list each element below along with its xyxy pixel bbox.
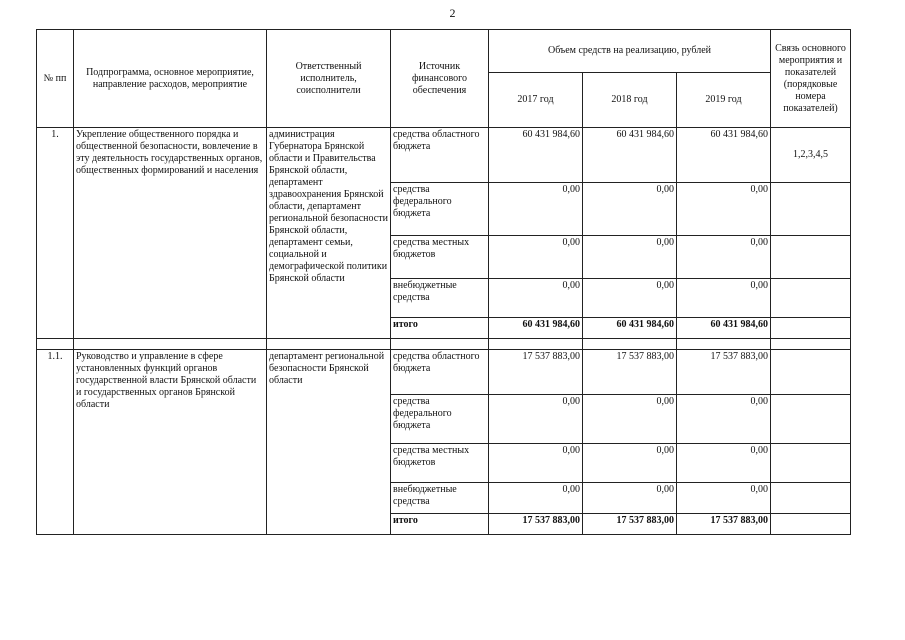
source-name: средства местных бюджетов	[391, 444, 489, 483]
total-2017: 60 431 984,60	[489, 318, 583, 339]
header-num: № пп	[37, 30, 74, 128]
value-2019: 0,00	[677, 236, 771, 279]
link-empty	[771, 183, 851, 236]
value-2019: 0,00	[677, 483, 771, 514]
header-source: Источник финансового обеспечения	[391, 30, 489, 128]
source-name: средства областного бюджета	[391, 350, 489, 395]
value-2018: 0,00	[583, 395, 677, 444]
value-2018: 0,00	[583, 279, 677, 318]
link-empty	[771, 279, 851, 318]
header-year-2017: 2017 год	[489, 73, 583, 128]
row-num: 1.	[37, 128, 74, 339]
total-2019: 17 537 883,00	[677, 514, 771, 535]
source-name: внебюджетные средства	[391, 279, 489, 318]
value-2018: 0,00	[583, 444, 677, 483]
header-year-2018: 2018 год	[583, 73, 677, 128]
row-program: Руководство и управление в сфере установленных функций органов государственной власти Брянской области и государственных органов Брянской области	[74, 350, 267, 535]
source-name: итого	[391, 514, 489, 535]
value-2017: 0,00	[489, 483, 583, 514]
header-link: Связь основного мероприятия и показателей (порядковые номера показателей)	[771, 30, 851, 128]
value-2017: 0,00	[489, 395, 583, 444]
value-2017: 0,00	[489, 236, 583, 279]
header-executor: Ответственный исполнитель, соисполнители	[267, 30, 391, 128]
value-2019: 60 431 984,60	[677, 128, 771, 183]
link-empty	[771, 483, 851, 514]
row-link	[771, 350, 851, 395]
row-link: 1,2,3,4,5	[771, 128, 851, 183]
source-name: средства областного бюджета	[391, 128, 489, 183]
value-2019: 0,00	[677, 183, 771, 236]
header-volume: Объем средств на реализацию, рублей	[489, 30, 771, 73]
value-2018: 17 537 883,00	[583, 350, 677, 395]
page-number: 2	[449, 6, 456, 20]
total-2018: 17 537 883,00	[583, 514, 677, 535]
header-year-2019: 2019 год	[677, 73, 771, 128]
value-2019: 0,00	[677, 395, 771, 444]
value-2019: 17 537 883,00	[677, 350, 771, 395]
value-2018: 0,00	[583, 183, 677, 236]
header-program: Подпрограмма, основное мероприятие, направление расходов, мероприятие	[74, 30, 267, 128]
row-program: Укрепление общественного порядка и общественной безопасности, вовлечение в эту деятельность государственных органов, общественных формирований и населения	[74, 128, 267, 339]
total-2017: 17 537 883,00	[489, 514, 583, 535]
source-name: итого	[391, 318, 489, 339]
value-2018: 60 431 984,60	[583, 128, 677, 183]
value-2018: 0,00	[583, 236, 677, 279]
value-2019: 0,00	[677, 444, 771, 483]
source-name: средства федерального бюджета	[391, 395, 489, 444]
value-2019: 0,00	[677, 279, 771, 318]
budget-table	[36, 29, 851, 535]
row-spacer	[37, 339, 851, 350]
link-empty	[771, 236, 851, 279]
value-2017: 60 431 984,60	[489, 128, 583, 183]
value-2017: 0,00	[489, 279, 583, 318]
total-2018: 60 431 984,60	[583, 318, 677, 339]
value-2017: 17 537 883,00	[489, 350, 583, 395]
source-name: внебюджетные средства	[391, 483, 489, 514]
table-row	[37, 128, 851, 183]
source-name: средства местных бюджетов	[391, 236, 489, 279]
value-2018: 0,00	[583, 483, 677, 514]
header-row	[37, 30, 851, 73]
link-empty	[771, 444, 851, 483]
value-2017: 0,00	[489, 183, 583, 236]
total-2019: 60 431 984,60	[677, 318, 771, 339]
row-executor: департамент региональной безопасности Брянской области	[267, 350, 391, 535]
source-name: средства федерального бюджета	[391, 183, 489, 236]
link-empty	[771, 318, 851, 339]
row-executor: администрация Губернатора Брянской области и Правительства Брянской области, департамент здравоохранения Брянской области, департамент региональной безопасности Брянской области, департамент семьи, социальной и демографической политики Брянской области	[267, 128, 391, 339]
link-empty	[771, 395, 851, 444]
link-empty	[771, 514, 851, 535]
value-2017: 0,00	[489, 444, 583, 483]
table-row	[37, 350, 851, 395]
row-num: 1.1.	[37, 350, 74, 535]
